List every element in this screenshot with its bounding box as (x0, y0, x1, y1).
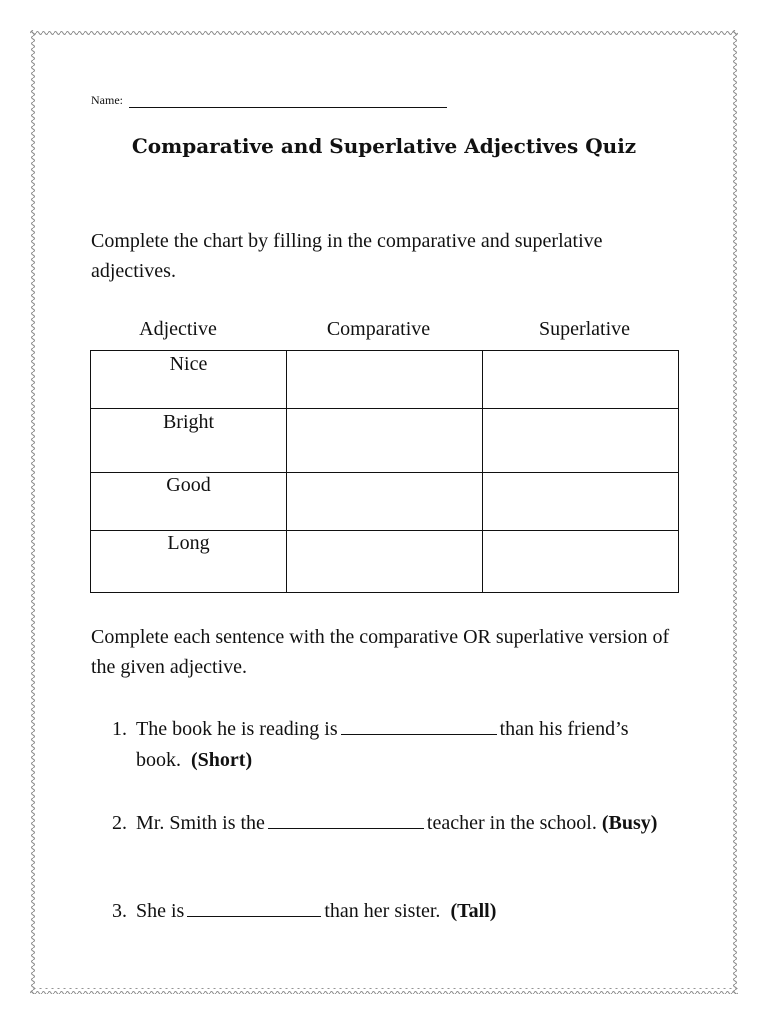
superlative-answer-cell[interactable] (483, 351, 679, 409)
table-row (91, 409, 679, 473)
table-row (91, 531, 679, 593)
question-number: 3. (112, 900, 127, 922)
sentence-instructions: Complete each sentence with the comparative OR superlative version of the given adjective. (91, 626, 670, 678)
question-number: 1. (112, 718, 127, 740)
header-superlative: Superlative (538, 318, 631, 340)
answer-blank[interactable] (341, 716, 497, 735)
name-field[interactable] (91, 93, 447, 108)
comparative-answer-cell[interactable] (287, 473, 483, 531)
superlative-answer-cell[interactable] (483, 409, 679, 473)
name-label: Name: (91, 93, 123, 107)
page-title: Comparative and Superlative Adjectives Quiz (131, 134, 637, 158)
comparative-answer-cell[interactable] (287, 531, 483, 593)
header-adjective: Adjective (139, 318, 217, 340)
adjective-cell: Bright (91, 409, 287, 473)
table-row (91, 351, 679, 409)
question-text-after: than his friend’s book. (136, 718, 629, 771)
name-blank-line[interactable] (129, 95, 447, 108)
question-hint: (Busy) (601, 812, 658, 834)
question-text-before: Mr. Smith is the (136, 812, 265, 834)
chart-instructions: Complete the chart by filling in the comparative and superlative adjectives. (91, 230, 603, 282)
chart-column-headers (90, 318, 678, 341)
adjective-cell: Long (91, 531, 287, 593)
adjective-cell: Nice (91, 351, 287, 409)
question-text-after: teacher in the school. (426, 812, 597, 834)
header-comparative: Comparative (326, 318, 431, 340)
answer-blank[interactable] (268, 810, 424, 829)
superlative-answer-cell[interactable] (483, 531, 679, 593)
table-row (91, 473, 679, 531)
question-item (112, 896, 672, 927)
answer-blank[interactable] (187, 898, 321, 917)
question-item (112, 808, 672, 839)
question-text-after: than her sister. (324, 900, 441, 922)
adjective-chart (90, 350, 679, 593)
comparative-answer-cell[interactable] (287, 351, 483, 409)
superlative-answer-cell[interactable] (483, 473, 679, 531)
question-hint: (Tall) (450, 900, 497, 922)
question-item (112, 714, 672, 776)
adjective-cell: Good (91, 473, 287, 531)
question-text-before: The book he is reading is (136, 718, 338, 740)
comparative-answer-cell[interactable] (287, 409, 483, 473)
question-hint: (Short) (191, 749, 253, 771)
question-number: 2. (112, 812, 127, 834)
question-text-before: She is (136, 900, 185, 922)
